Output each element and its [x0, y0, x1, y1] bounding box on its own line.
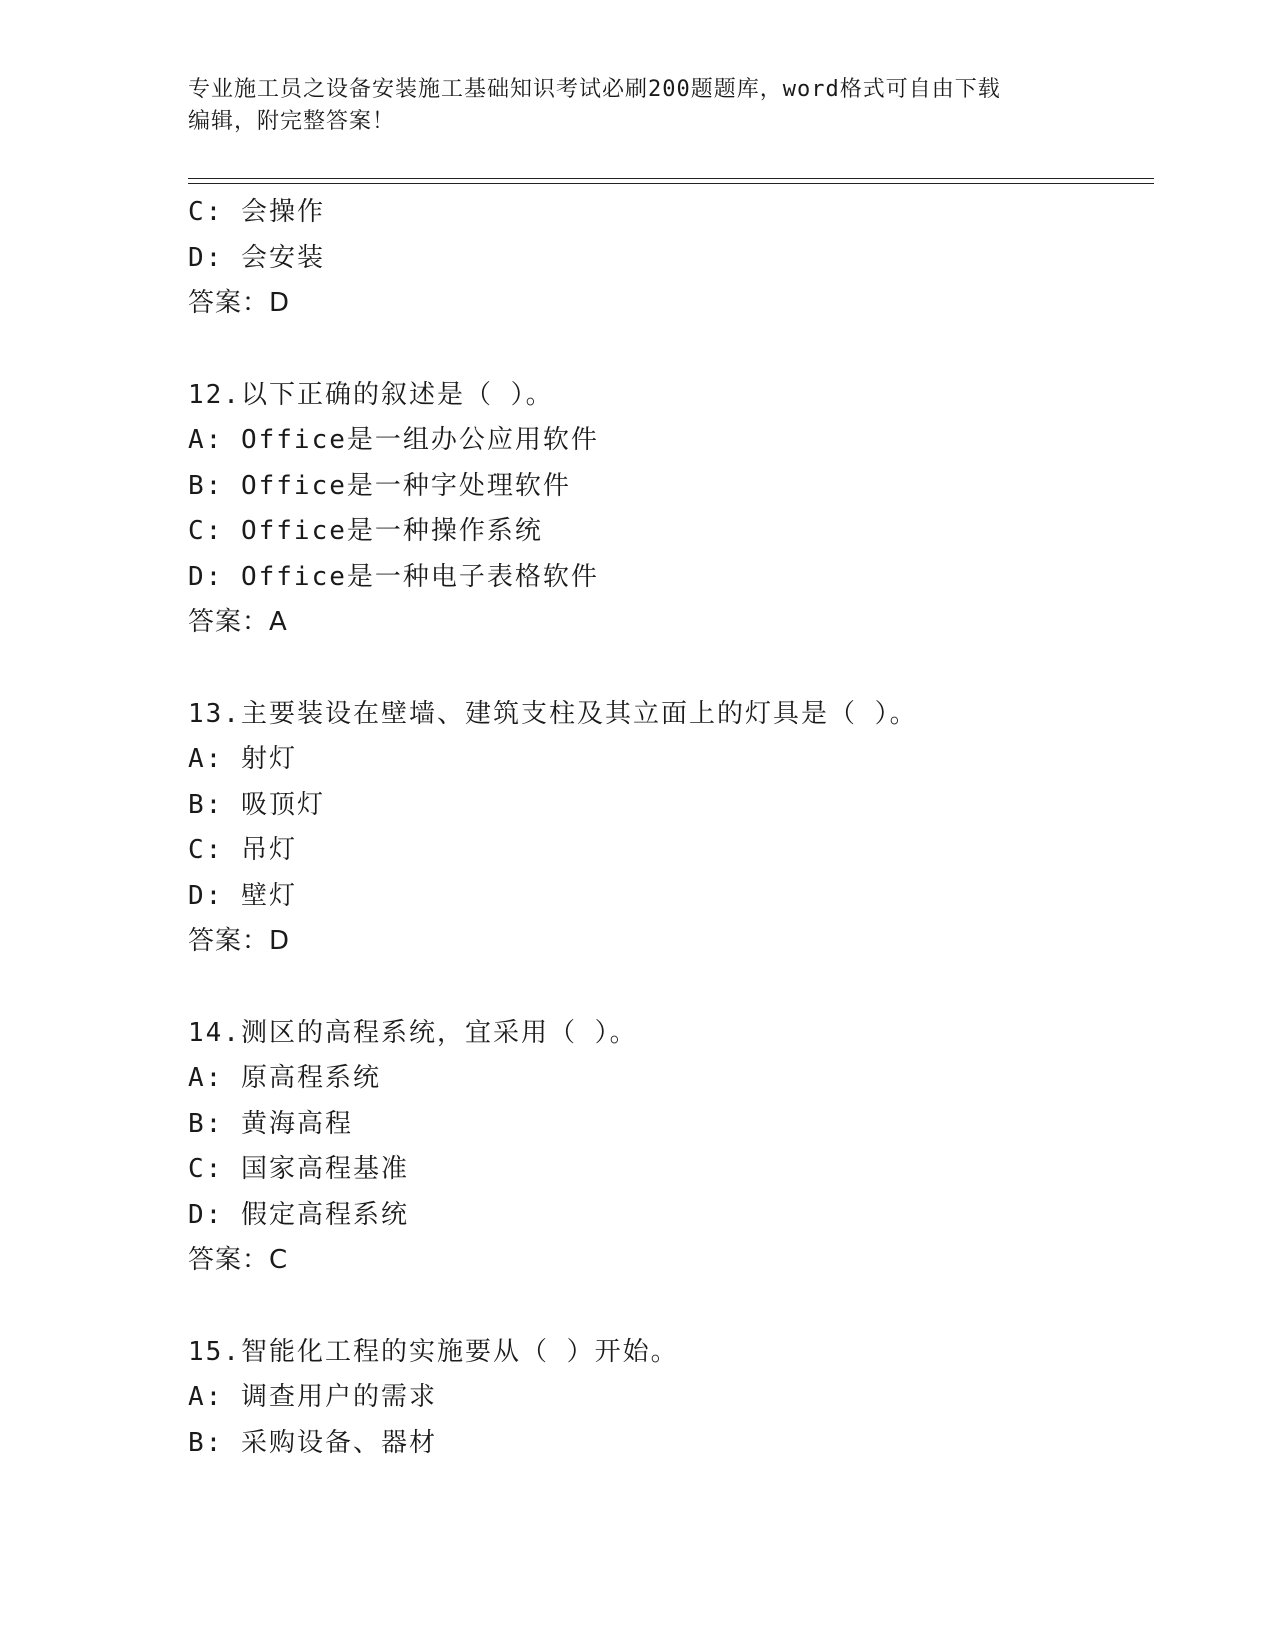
- option-b: B: 吸顶灯: [188, 789, 325, 820]
- question-block-14: [188, 1011, 1148, 1284]
- document-header: [188, 74, 1088, 138]
- spacer: [188, 1284, 1148, 1330]
- option-a: A: Office是一组办公应用软件: [188, 425, 599, 455]
- question-list: [188, 190, 1148, 1466]
- question-text: 12.以下正确的叙述是（ ）。: [188, 379, 554, 410]
- option-b: B: 采购设备、器材: [188, 1427, 437, 1458]
- option-a: A: 射灯: [188, 744, 297, 774]
- option-c: C: 吊灯: [188, 835, 297, 865]
- question-text: 13.主要装设在壁墙、建筑支柱及其立面上的灯具是（ ）。: [188, 698, 918, 729]
- option-b: B: Office是一种字处理软件: [188, 470, 571, 501]
- option-b: B: 黄海高程: [188, 1108, 353, 1139]
- spacer: [188, 646, 1148, 692]
- question-block-11: [188, 190, 1148, 327]
- option-a: A: 调查用户的需求: [188, 1382, 437, 1412]
- answer-line: 答案：D: [188, 288, 291, 318]
- answer-line: 答案：C: [188, 1245, 289, 1275]
- option-d: D: 会安装: [188, 242, 325, 273]
- question-text: 14.测区的高程系统，宜采用（ ）。: [188, 1017, 638, 1048]
- question-block-13: [188, 692, 1148, 965]
- option-c: C: 会操作: [188, 197, 325, 227]
- question-text: 15.智能化工程的实施要从（ ）开始。: [188, 1336, 679, 1367]
- option-d: D: 假定高程系统: [188, 1199, 409, 1230]
- option-c: C: 国家高程基准: [188, 1154, 409, 1184]
- option-c: C: Office是一种操作系统: [188, 516, 543, 546]
- header-divider-bottom: [188, 183, 1154, 184]
- header-line-2: 编辑，附完整答案！: [188, 109, 396, 134]
- spacer: [188, 327, 1148, 373]
- option-d: D: Office是一种电子表格软件: [188, 561, 599, 592]
- answer-line: 答案：A: [188, 607, 288, 637]
- header-divider-top: [188, 178, 1154, 179]
- option-a: A: 原高程系统: [188, 1063, 381, 1093]
- question-block-15: [188, 1330, 1148, 1467]
- answer-line: 答案：D: [188, 926, 291, 956]
- option-d: D: 壁灯: [188, 880, 297, 911]
- header-line-1: 专业施工员之设备安装施工基础知识考试必刷200题题库，word格式可自由下载: [188, 77, 1001, 102]
- spacer: [188, 965, 1148, 1011]
- question-block-12: [188, 373, 1148, 646]
